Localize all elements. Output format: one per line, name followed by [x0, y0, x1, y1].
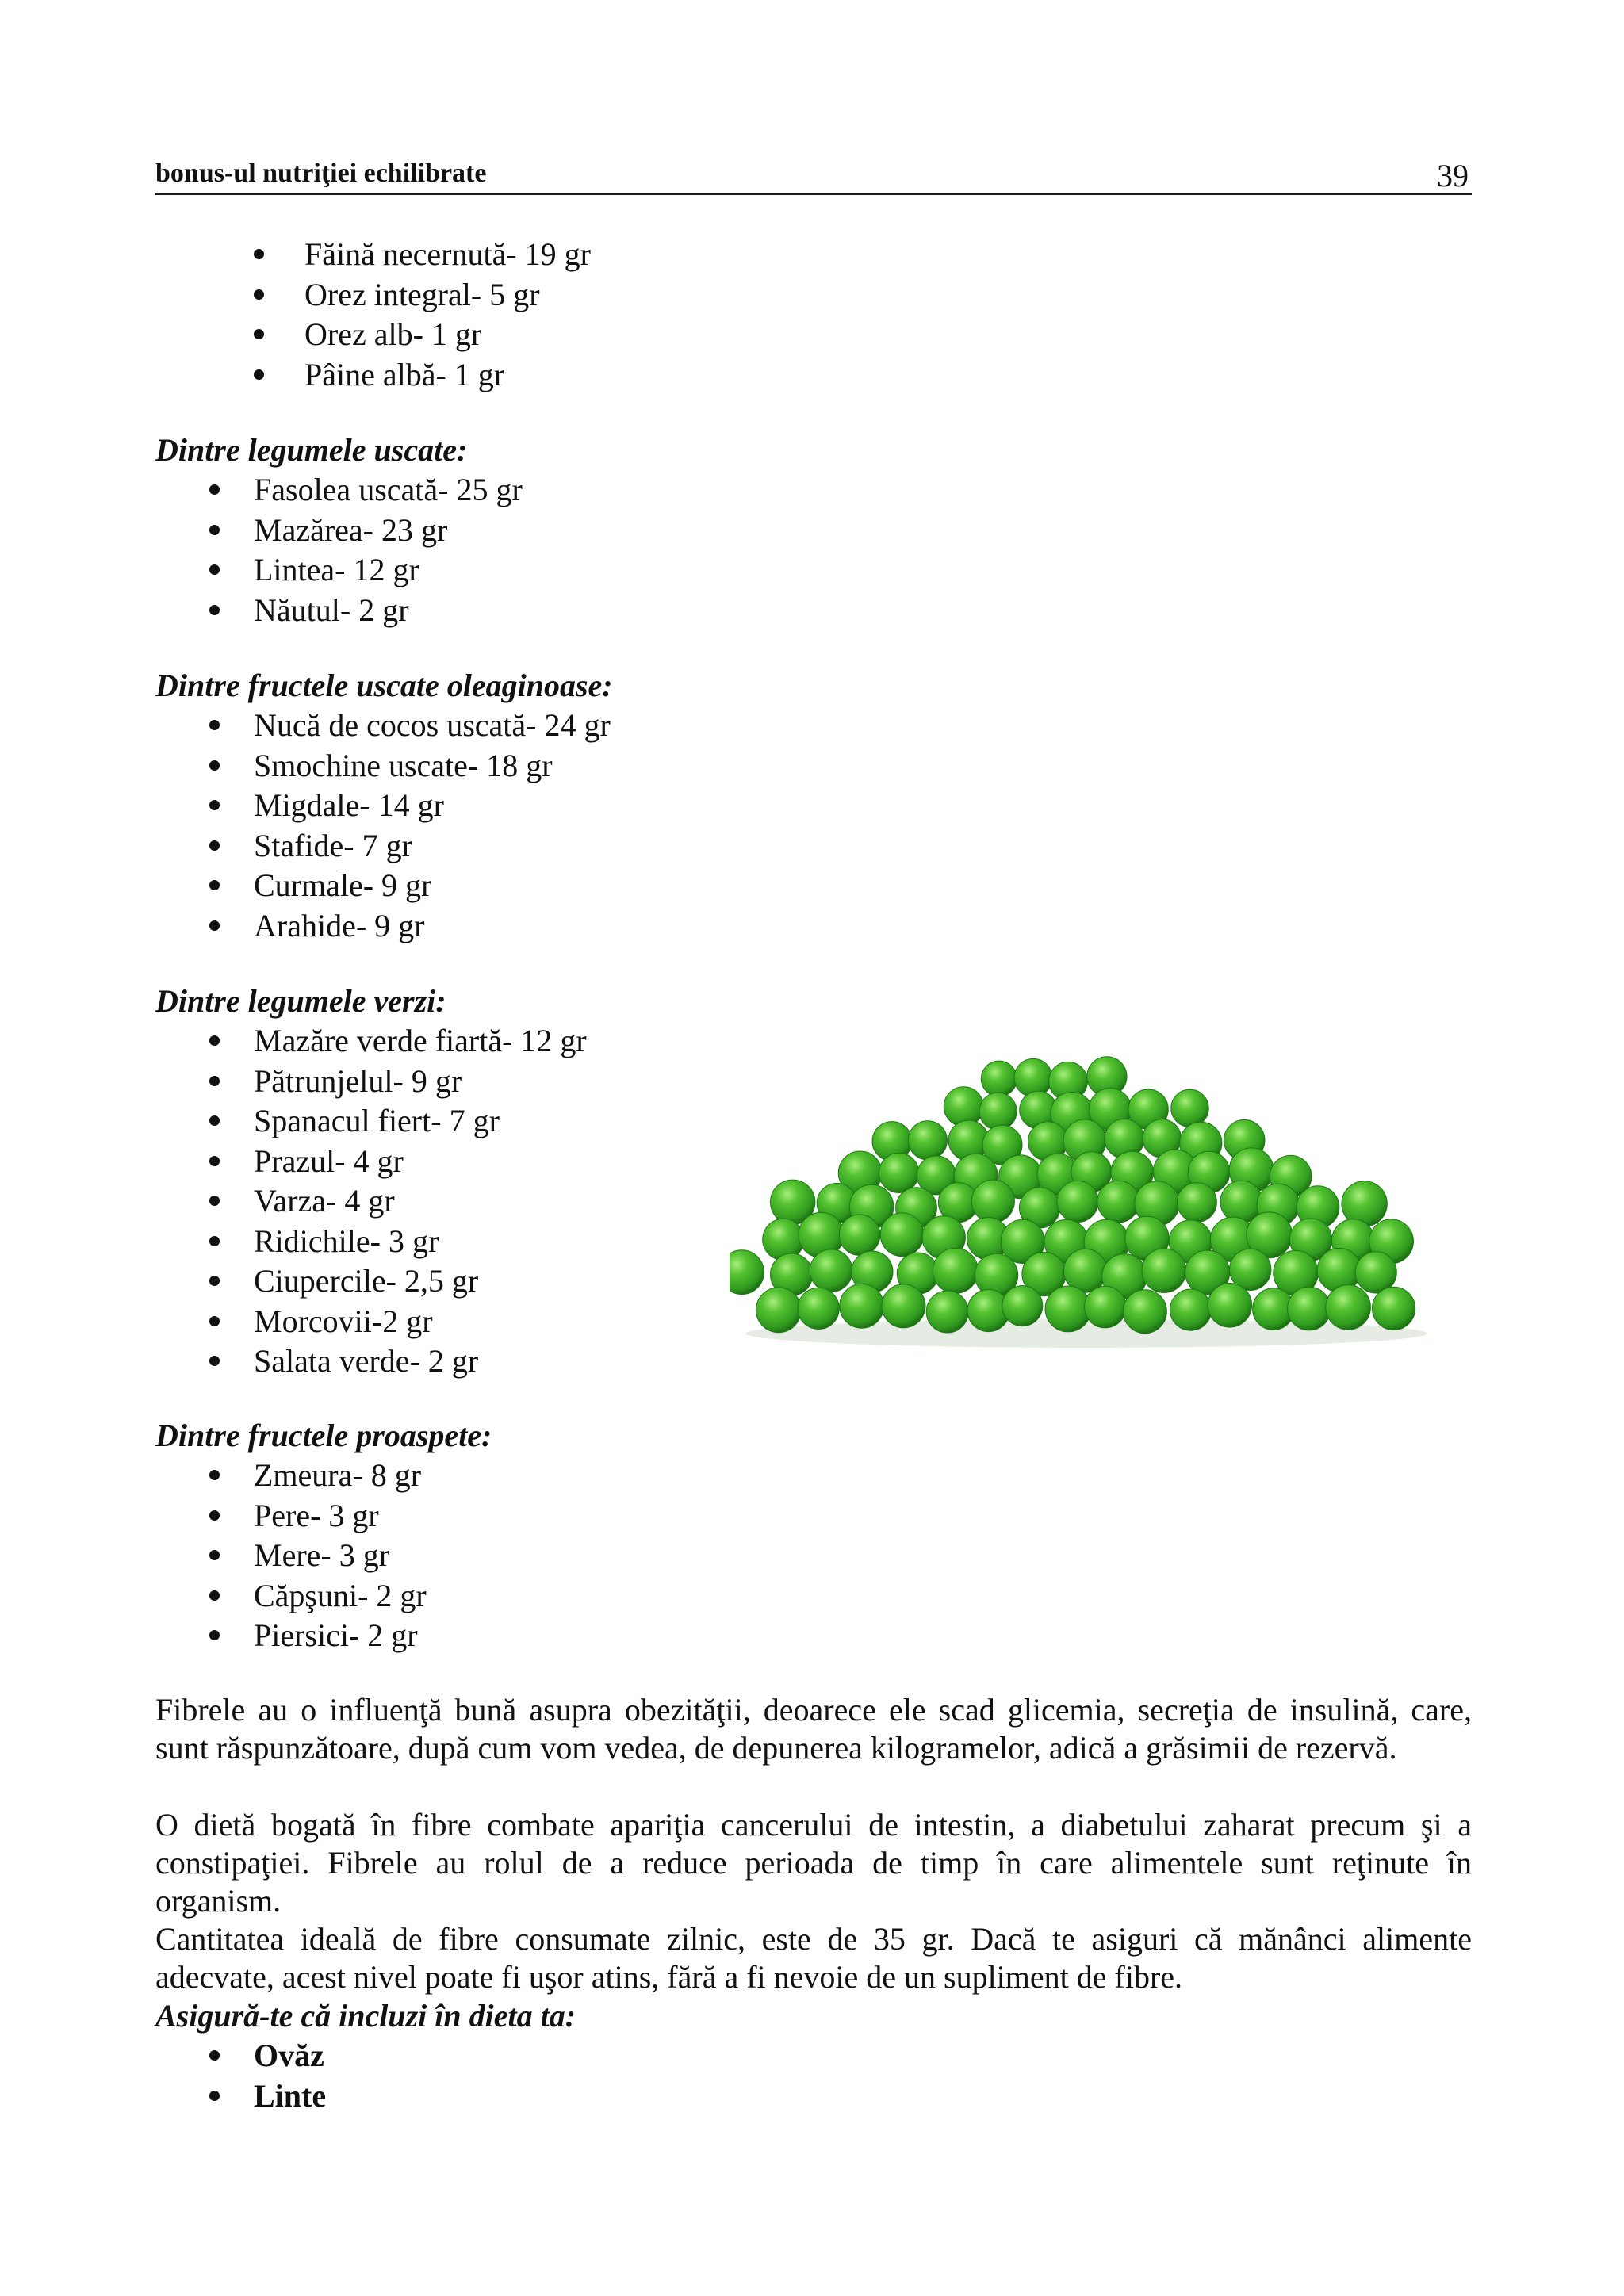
pea [981, 1061, 1017, 1096]
pea [1208, 1284, 1252, 1328]
pea [756, 1288, 802, 1333]
bullet-icon [209, 1115, 220, 1126]
pea [882, 1284, 925, 1328]
header-title: bonus-ul nutriţiei echilibrate [155, 159, 487, 188]
pea [840, 1284, 884, 1328]
bullet-icon [254, 249, 264, 259]
bullet-icon [209, 1630, 220, 1640]
pea [879, 1153, 919, 1192]
pea [1097, 1181, 1139, 1223]
pea [1142, 1249, 1186, 1293]
section-title-dried-legumes: Dintre legumele uscate: [155, 432, 468, 468]
bullet-icon [209, 1316, 220, 1326]
paragraph-line: sunt răspunzătoare, după cum vom vedea, de depunerea kilogramelor, adică a grăsimii de rezervă. [155, 1730, 1397, 1766]
page-header [155, 155, 1472, 195]
bullet-icon [209, 605, 220, 615]
pea [1177, 1183, 1216, 1223]
paragraph-line: organism. [155, 1883, 282, 1919]
pea [1014, 1058, 1052, 1096]
bullet-icon [254, 369, 264, 380]
pea-pile [730, 1057, 1427, 1348]
pea [933, 1248, 978, 1293]
bullet-icon [209, 1510, 220, 1521]
bullet-icon [209, 484, 220, 495]
bullet-icon [209, 880, 220, 890]
pea [1171, 1089, 1208, 1127]
bullet-icon [209, 800, 220, 810]
paragraph-daily-fiber [155, 1920, 1472, 1996]
pea [1085, 1286, 1127, 1328]
paragraph-line: Cantitatea ideală de fibre consumate zilnic, este de 35 gr. Dacă te asiguri că mănânci alimente [155, 1921, 1472, 1957]
paragraph-line: O dietă bogată în fibre combate apariţia cancerului de intestin, a diabetului zaharat precum şi a [155, 1807, 1472, 1843]
bullet-icon [209, 525, 220, 535]
pea [1326, 1285, 1371, 1330]
paragraph-line: Fibrele au o influenţă bună asupra obezităţii, deoarece ele scad glicemia, secreţia de insulină, care, [155, 1692, 1472, 1728]
bullet-icon [209, 1076, 220, 1086]
pea [1057, 1181, 1098, 1222]
bullet-icon [209, 1356, 220, 1366]
bullet-icon [209, 1236, 220, 1246]
paragraph-fiber-diet [155, 1806, 1472, 1920]
pea [839, 1215, 879, 1255]
pea [763, 1219, 804, 1260]
pea [1170, 1289, 1212, 1330]
pea [926, 1291, 968, 1333]
bullet-icon [209, 1470, 220, 1480]
bullet-icon [209, 1196, 220, 1206]
bullet-icon [209, 1276, 220, 1286]
bullet-icon [209, 1550, 220, 1560]
paragraph-obesity [155, 1691, 1472, 1767]
pea [1373, 1287, 1415, 1330]
paragraph-line: adecvate, acest nivel poate fi uşor atins, fără a fi nevoie de un supliment de fibre. [155, 1959, 1183, 1995]
pea [979, 1093, 1017, 1130]
page-number: 39 [1437, 158, 1469, 193]
section-title-green-vegetables: Dintre legumele verzi: [155, 983, 446, 1019]
bullet-icon [209, 2050, 220, 2061]
bullet-icon [209, 564, 220, 575]
bullet-icon [209, 1156, 220, 1166]
bullet-icon [209, 720, 220, 730]
pea [971, 1180, 1014, 1223]
bullet-icon [209, 1590, 220, 1601]
bullet-icon [209, 1035, 220, 1046]
green-peas-pile-icon [730, 1023, 1443, 1356]
pea [944, 1087, 983, 1127]
pea [730, 1250, 764, 1295]
bullet-icon [209, 2091, 220, 2101]
pea [880, 1213, 924, 1257]
section-title-fresh-fruits: Dintre fructele proaspete: [155, 1418, 492, 1453]
bullet-icon [254, 329, 264, 339]
pea [1002, 1286, 1043, 1326]
paragraph-line: constipaţiei. Fibrele au rolul de a reduce perioada de timp în care alimentele sunt reţinute în [155, 1845, 1472, 1881]
pea [908, 1121, 947, 1160]
pea [1288, 1287, 1331, 1330]
bullet-icon [209, 920, 220, 931]
section-title-include-in-diet: Asigură-te că incluzi în dieta ta: [155, 1998, 576, 2034]
section-title-oily-dried-fruits: Dintre fructele uscate oleaginoase: [155, 668, 613, 703]
bullet-icon [209, 840, 220, 851]
pea [798, 1288, 839, 1329]
bullet-icon [254, 289, 264, 300]
pea [1123, 1290, 1166, 1334]
pea [810, 1249, 852, 1292]
bullet-icon [209, 760, 220, 771]
